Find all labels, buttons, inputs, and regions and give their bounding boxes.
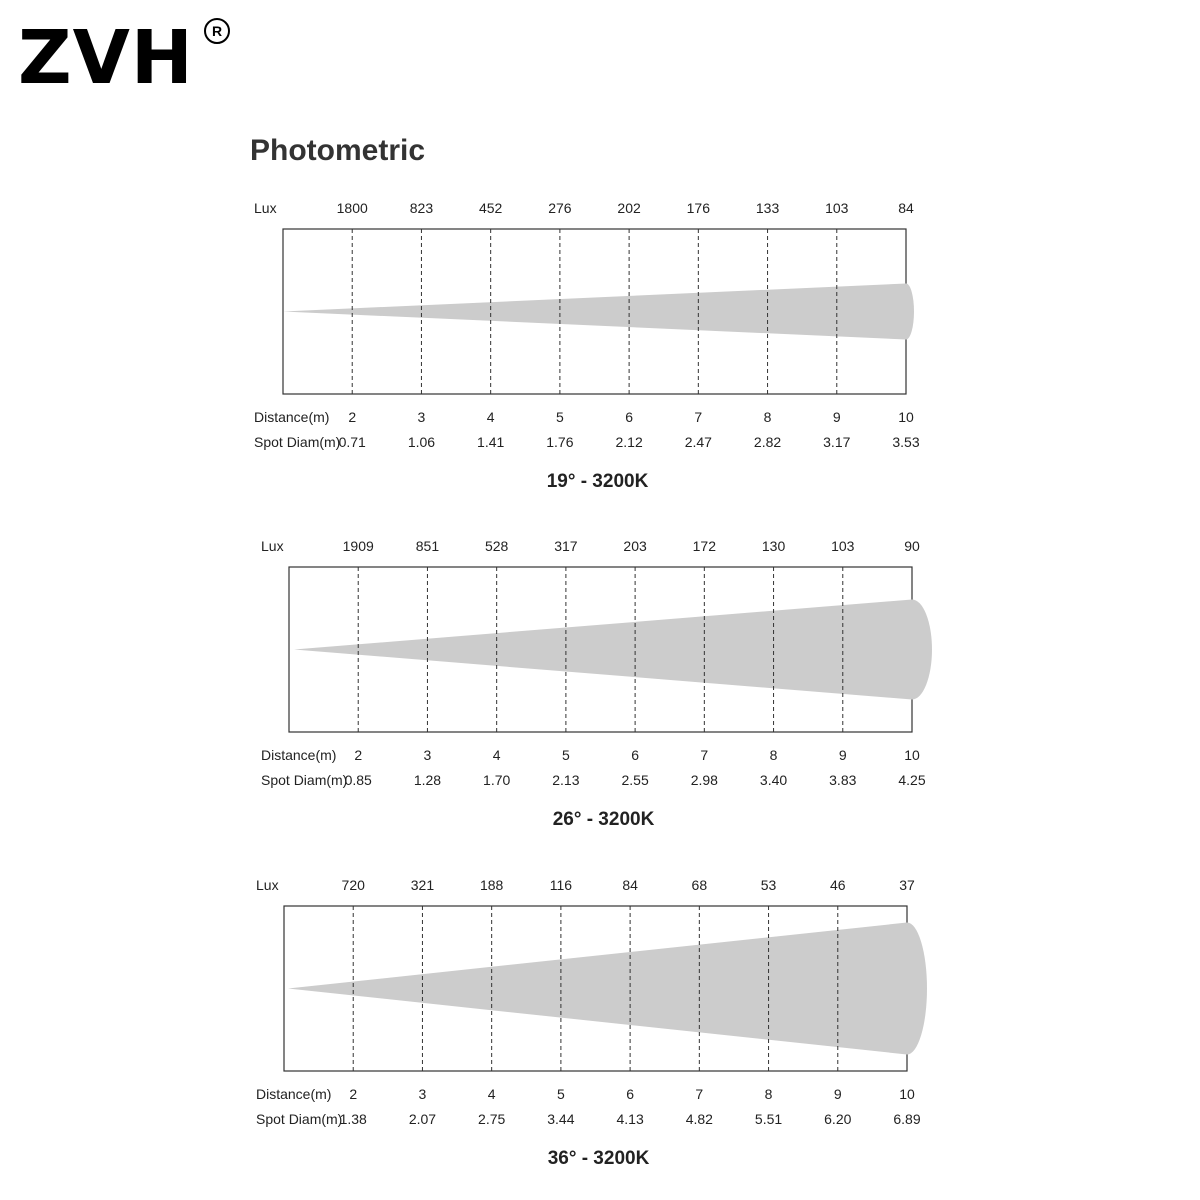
chart-caption: 19° - 3200K [546, 471, 649, 492]
beam-cap [912, 600, 932, 700]
lux-value: 720 [341, 877, 365, 893]
lux-value: 1800 [336, 200, 368, 216]
spot-diam-value: 2.47 [684, 434, 712, 450]
spot-diam-value: 0.71 [338, 434, 366, 450]
distance-value: 4 [487, 1086, 496, 1102]
lux-value: 133 [755, 200, 780, 216]
spot-diam-value: 2.98 [690, 772, 718, 788]
beam-cap [907, 923, 927, 1055]
spot-diam-value: 3.44 [547, 1111, 575, 1127]
lux-value: 68 [691, 877, 708, 893]
distance-value: 6 [625, 409, 634, 425]
spot-diam-value: 4.13 [616, 1111, 644, 1127]
spot-diam-value: 3.53 [892, 434, 920, 450]
distance-value: 6 [631, 747, 640, 763]
lux-value: 203 [623, 538, 647, 554]
spot-diam-value: 1.28 [413, 772, 442, 788]
spot-diam-value: 3.17 [823, 434, 851, 450]
distance-value: 2 [348, 409, 357, 425]
distance-value: 10 [904, 747, 920, 763]
lux-value: 172 [692, 538, 717, 554]
lux-row-label: Lux [256, 877, 279, 893]
distance-value: 8 [763, 409, 772, 425]
lux-value: 103 [831, 538, 855, 554]
page-title: Photometric [250, 134, 426, 167]
spot-diam-value: 1.38 [339, 1111, 367, 1127]
distance-value: 2 [349, 1086, 358, 1102]
distance-value: 5 [555, 409, 564, 425]
spot-diam-value: 2.55 [621, 772, 649, 788]
chart-caption: 36° - 3200K [547, 1148, 650, 1169]
distance-value: 8 [769, 747, 778, 763]
lux-value: 116 [549, 877, 573, 893]
lux-row-label: Lux [261, 538, 284, 554]
distance-value: 3 [418, 1086, 427, 1102]
distance-value: 2 [354, 747, 363, 763]
lux-value: 202 [617, 200, 641, 216]
lux-value: 130 [761, 538, 786, 554]
lux-value: 53 [760, 877, 777, 893]
brand-logo [18, 8, 223, 108]
beam-chart-19 [0, 190, 1200, 500]
lux-value: 851 [415, 538, 440, 554]
beam-cap [906, 284, 914, 340]
spot-row-label: Spot Diam(m) [254, 434, 341, 450]
beam-cone [294, 600, 912, 700]
distance-value: 9 [838, 747, 847, 763]
distance-value: 8 [764, 1086, 773, 1102]
distance-value: 3 [417, 409, 426, 425]
beam-cone [288, 923, 907, 1055]
beam-chart-36 [0, 867, 1200, 1177]
lux-value: 321 [410, 877, 435, 893]
distance-row-label: Distance(m) [256, 1086, 332, 1102]
spot-diam-value: 2.13 [552, 772, 580, 788]
lux-value: 317 [554, 538, 578, 554]
spot-diam-value: 1.70 [483, 772, 511, 788]
spot-diam-value: 2.12 [615, 434, 643, 450]
spot-diam-value: 2.82 [753, 434, 782, 450]
spot-diam-value: 6.20 [824, 1111, 852, 1127]
spot-diam-value: 4.82 [685, 1111, 713, 1127]
lux-value: 823 [409, 200, 434, 216]
spot-diam-value: 5.51 [754, 1111, 783, 1127]
spot-diam-value: 3.40 [759, 772, 788, 788]
distance-value: 4 [492, 747, 501, 763]
registered-mark: R [204, 18, 230, 44]
distance-value: 10 [898, 409, 914, 425]
spot-row-label: Spot Diam(m) [261, 772, 348, 788]
spot-diam-value: 1.41 [477, 434, 505, 450]
distance-value: 5 [556, 1086, 565, 1102]
distance-value: 7 [700, 747, 709, 763]
brand-name: ZVH [18, 15, 194, 101]
lux-value: 46 [829, 877, 846, 893]
lux-value: 103 [825, 200, 849, 216]
lux-value: 452 [478, 200, 503, 216]
distance-value: 3 [423, 747, 432, 763]
beam-cone [283, 284, 906, 340]
distance-value: 5 [561, 747, 570, 763]
distance-value: 9 [833, 1086, 842, 1102]
spot-row-label: Spot Diam(m) [256, 1111, 343, 1127]
lux-value: 37 [899, 877, 915, 893]
lux-value: 528 [484, 538, 509, 554]
lux-value: 84 [898, 200, 914, 216]
lux-value: 84 [622, 877, 638, 893]
distance-value: 4 [486, 409, 495, 425]
distance-value: 6 [626, 1086, 635, 1102]
lux-value: 176 [686, 200, 711, 216]
lux-value: 90 [904, 538, 920, 554]
distance-value: 7 [694, 409, 703, 425]
spot-diam-value: 1.76 [546, 434, 574, 450]
spot-diam-value: 2.07 [408, 1111, 437, 1127]
distance-value: 7 [695, 1086, 704, 1102]
distance-row-label: Distance(m) [254, 409, 330, 425]
chart-caption: 26° - 3200K [552, 809, 655, 830]
spot-diam-value: 4.25 [898, 772, 926, 788]
spot-diam-value: 6.89 [893, 1111, 921, 1127]
lux-value: 188 [479, 877, 504, 893]
distance-value: 9 [832, 409, 841, 425]
distance-row-label: Distance(m) [261, 747, 337, 763]
spot-diam-value: 3.83 [829, 772, 857, 788]
distance-value: 10 [899, 1086, 915, 1102]
spot-diam-value: 1.06 [407, 434, 436, 450]
spot-diam-value: 0.85 [344, 772, 372, 788]
lux-value: 276 [548, 200, 572, 216]
spot-diam-value: 2.75 [478, 1111, 506, 1127]
lux-row-label: Lux [254, 200, 277, 216]
lux-value: 1909 [342, 538, 374, 554]
beam-chart-26 [0, 528, 1200, 838]
